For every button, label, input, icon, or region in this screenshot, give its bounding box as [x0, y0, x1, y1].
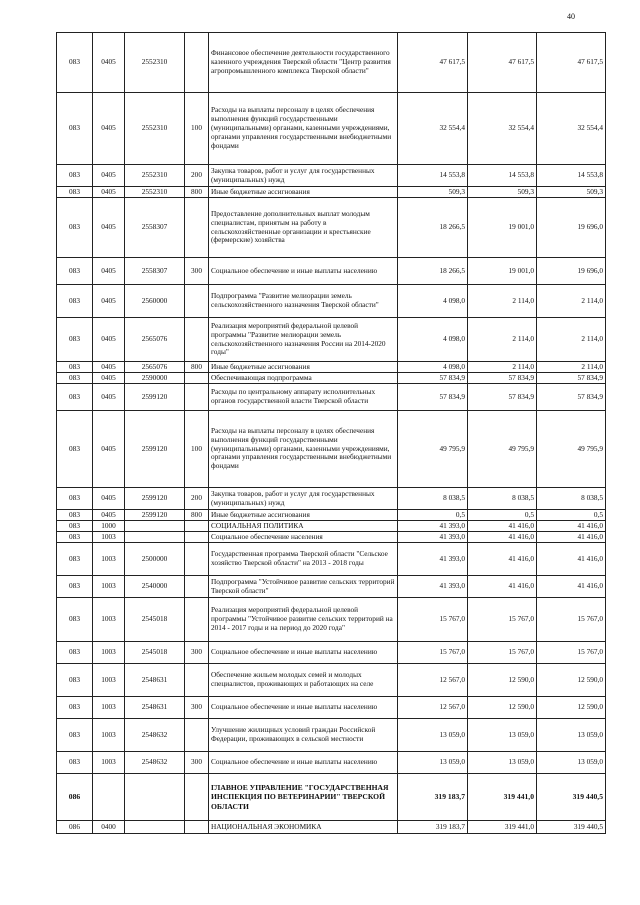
- target-article-cell: 2545018: [125, 598, 185, 642]
- name-cell: Подпрограмма "Устойчивое развитие сельских территорий Тверской области": [209, 576, 398, 598]
- section-code-cell: 1003: [93, 719, 125, 752]
- table-row: [57, 285, 606, 318]
- amount-year3-cell: 32 554,4: [537, 93, 606, 165]
- section-code-cell: 0405: [93, 258, 125, 285]
- amount-year3-cell: 2 114,0: [537, 362, 606, 373]
- target-article-cell: 2540000: [125, 576, 185, 598]
- target-article-cell: 2500000: [125, 543, 185, 576]
- amount-year1-cell: 18 266,5: [398, 198, 468, 258]
- table-row: [57, 373, 606, 384]
- name-cell: Реализация мероприятий федеральной целевой программы "Развитие мелиорации земель сельскохозяйственного назначения России на 2014-2020 годы": [209, 318, 398, 362]
- amount-year3-cell: 12 590,0: [537, 697, 606, 719]
- amount-year3-cell: 15 767,0: [537, 598, 606, 642]
- expense-type-cell: 800: [185, 510, 209, 521]
- amount-year1-cell: 41 393,0: [398, 576, 468, 598]
- amount-year2-cell: 41 416,0: [468, 521, 537, 532]
- section-code-cell: 0405: [93, 93, 125, 165]
- ved-cell: 083: [57, 411, 93, 488]
- expense-type-cell: [185, 285, 209, 318]
- target-article-cell: 2558307: [125, 258, 185, 285]
- table-row: [57, 719, 606, 752]
- name-cell: Расходы по центральному аппарату исполнительных органов государственной власти Тверской области: [209, 384, 398, 411]
- amount-year3-cell: 13 059,0: [537, 719, 606, 752]
- ved-cell: 083: [57, 598, 93, 642]
- target-article-cell: 2590000: [125, 373, 185, 384]
- expense-type-cell: 800: [185, 362, 209, 373]
- amount-year2-cell: 32 554,4: [468, 93, 537, 165]
- amount-year2-cell: 8 038,5: [468, 488, 537, 510]
- table-row: [57, 258, 606, 285]
- table-row: [57, 488, 606, 510]
- page-number: 40: [567, 12, 575, 21]
- amount-year1-cell: 49 795,9: [398, 411, 468, 488]
- table-row: [57, 664, 606, 697]
- amount-year2-cell: 319 441,0: [468, 821, 537, 834]
- target-article-cell: 2552310: [125, 187, 185, 198]
- amount-year3-cell: 49 795,9: [537, 411, 606, 488]
- amount-year3-cell: 41 416,0: [537, 576, 606, 598]
- section-code-cell: 0405: [93, 187, 125, 198]
- amount-year2-cell: 57 834,9: [468, 384, 537, 411]
- table-row: [57, 362, 606, 373]
- name-cell: ГЛАВНОЕ УПРАВЛЕНИЕ "ГОСУДАРСТВЕННАЯ ИНСПЕКЦИЯ ПО ВЕТЕРИНАРИИ" ТВЕРСКОЙ ОБЛАСТИ: [209, 774, 398, 821]
- section-code-cell: 1003: [93, 576, 125, 598]
- amount-year3-cell: 509,3: [537, 187, 606, 198]
- section-code-cell: 0405: [93, 362, 125, 373]
- section-code-cell: 0405: [93, 198, 125, 258]
- target-article-cell: 2558307: [125, 198, 185, 258]
- section-code-cell: 1003: [93, 752, 125, 774]
- table-row: [57, 821, 606, 834]
- expense-type-cell: [185, 576, 209, 598]
- amount-year1-cell: 13 059,0: [398, 752, 468, 774]
- table-row: [57, 642, 606, 664]
- name-cell: Улучшение жилищных условий граждан Российской Федерации, проживающих в сельской местности: [209, 719, 398, 752]
- target-article-cell: 2548632: [125, 752, 185, 774]
- expense-type-cell: 300: [185, 697, 209, 719]
- ved-cell: 083: [57, 543, 93, 576]
- name-cell: Государственная программа Тверской области "Сельское хозяйство Тверской области" на 2013 - 2018 годы: [209, 543, 398, 576]
- expense-type-cell: 300: [185, 752, 209, 774]
- table-row: [57, 576, 606, 598]
- table-row: [57, 521, 606, 532]
- amount-year3-cell: 41 416,0: [537, 532, 606, 543]
- target-article-cell: [125, 532, 185, 543]
- amount-year2-cell: 0,5: [468, 510, 537, 521]
- ved-cell: 083: [57, 258, 93, 285]
- amount-year3-cell: 47 617,5: [537, 33, 606, 93]
- ved-cell: 083: [57, 664, 93, 697]
- amount-year3-cell: 57 834,9: [537, 373, 606, 384]
- table-row: [57, 752, 606, 774]
- section-code-cell: 1003: [93, 532, 125, 543]
- amount-year3-cell: 12 590,0: [537, 664, 606, 697]
- amount-year2-cell: 49 795,9: [468, 411, 537, 488]
- target-article-cell: 2565076: [125, 362, 185, 373]
- ved-cell: 083: [57, 165, 93, 187]
- amount-year1-cell: 13 059,0: [398, 719, 468, 752]
- table-row: [57, 384, 606, 411]
- amount-year1-cell: 57 834,9: [398, 384, 468, 411]
- amount-year1-cell: 47 617,5: [398, 33, 468, 93]
- name-cell: Обеспечение жильем молодых семей и молодых специалистов, проживающих и работающих на селе: [209, 664, 398, 697]
- expense-type-cell: [185, 33, 209, 93]
- ved-cell: 083: [57, 384, 93, 411]
- section-code-cell: 0405: [93, 488, 125, 510]
- expense-type-cell: 300: [185, 642, 209, 664]
- expense-type-cell: [185, 774, 209, 821]
- amount-year2-cell: 57 834,9: [468, 373, 537, 384]
- table-row: [57, 33, 606, 93]
- amount-year2-cell: 19 001,0: [468, 258, 537, 285]
- table-row: [57, 543, 606, 576]
- amount-year2-cell: 319 441,0: [468, 774, 537, 821]
- table-row: [57, 165, 606, 187]
- name-cell: Социальное обеспечение населения: [209, 532, 398, 543]
- expense-type-cell: 200: [185, 165, 209, 187]
- amount-year2-cell: 13 059,0: [468, 719, 537, 752]
- table-row: [57, 93, 606, 165]
- amount-year3-cell: 13 059,0: [537, 752, 606, 774]
- amount-year1-cell: 32 554,4: [398, 93, 468, 165]
- expense-type-cell: [185, 384, 209, 411]
- expense-type-cell: [185, 821, 209, 834]
- expense-type-cell: [185, 318, 209, 362]
- expense-type-cell: 100: [185, 411, 209, 488]
- target-article-cell: 2565076: [125, 318, 185, 362]
- section-code-cell: 0405: [93, 33, 125, 93]
- name-cell: Социальное обеспечение и иные выплаты населению: [209, 697, 398, 719]
- amount-year2-cell: 13 059,0: [468, 752, 537, 774]
- amount-year1-cell: 319 183,7: [398, 821, 468, 834]
- amount-year3-cell: 41 416,0: [537, 543, 606, 576]
- expense-type-cell: [185, 373, 209, 384]
- expense-type-cell: [185, 664, 209, 697]
- expense-type-cell: [185, 198, 209, 258]
- amount-year2-cell: 14 553,8: [468, 165, 537, 187]
- table-row: [57, 318, 606, 362]
- target-article-cell: [125, 774, 185, 821]
- ved-cell: 083: [57, 318, 93, 362]
- budget-table: [56, 32, 606, 834]
- name-cell: Расходы на выплаты персоналу в целях обеспечения выполнения функций государственными (муниципальными) органами, казенными учреждениями, органами управления государственными внебюджетными фондами: [209, 411, 398, 488]
- table-row: [57, 774, 606, 821]
- target-article-cell: 2545018: [125, 642, 185, 664]
- section-code-cell: 0405: [93, 384, 125, 411]
- amount-year1-cell: 4 098,0: [398, 318, 468, 362]
- section-code-cell: 0405: [93, 318, 125, 362]
- ved-cell: 083: [57, 697, 93, 719]
- target-article-cell: 2552310: [125, 165, 185, 187]
- ved-cell: 083: [57, 521, 93, 532]
- target-article-cell: 2599120: [125, 411, 185, 488]
- section-code-cell: 0400: [93, 821, 125, 834]
- section-code-cell: 1000: [93, 521, 125, 532]
- amount-year3-cell: 14 553,8: [537, 165, 606, 187]
- table-row: [57, 510, 606, 521]
- section-code-cell: 0405: [93, 373, 125, 384]
- ved-cell: 083: [57, 510, 93, 521]
- table-row: [57, 198, 606, 258]
- amount-year3-cell: 15 767,0: [537, 642, 606, 664]
- amount-year3-cell: 41 416,0: [537, 521, 606, 532]
- name-cell: Социальное обеспечение и иные выплаты населению: [209, 642, 398, 664]
- ved-cell: 083: [57, 576, 93, 598]
- name-cell: Социальное обеспечение и иные выплаты населению: [209, 752, 398, 774]
- section-code-cell: 0405: [93, 165, 125, 187]
- section-code-cell: 1003: [93, 697, 125, 719]
- amount-year2-cell: 12 590,0: [468, 664, 537, 697]
- amount-year1-cell: 41 393,0: [398, 532, 468, 543]
- amount-year1-cell: 4 098,0: [398, 362, 468, 373]
- target-article-cell: 2599120: [125, 510, 185, 521]
- target-article-cell: [125, 521, 185, 532]
- section-code-cell: 1003: [93, 543, 125, 576]
- target-article-cell: 2552310: [125, 93, 185, 165]
- section-code-cell: 0405: [93, 285, 125, 318]
- amount-year2-cell: 2 114,0: [468, 318, 537, 362]
- target-article-cell: 2560000: [125, 285, 185, 318]
- name-cell: Расходы на выплаты персоналу в целях обеспечения выполнения функций государственными (муниципальными) органами, казенными учреждениями, органами управления государственными внебюджетными фондами: [209, 93, 398, 165]
- ved-cell: 083: [57, 285, 93, 318]
- amount-year1-cell: 41 393,0: [398, 521, 468, 532]
- amount-year2-cell: 2 114,0: [468, 362, 537, 373]
- amount-year1-cell: 8 038,5: [398, 488, 468, 510]
- ved-cell: 083: [57, 362, 93, 373]
- ved-cell: 083: [57, 33, 93, 93]
- ved-cell: 086: [57, 821, 93, 834]
- name-cell: Обеспечивающая подпрограмма: [209, 373, 398, 384]
- ved-cell: 083: [57, 198, 93, 258]
- amount-year1-cell: 4 098,0: [398, 285, 468, 318]
- amount-year3-cell: 19 696,0: [537, 198, 606, 258]
- amount-year1-cell: 18 266,5: [398, 258, 468, 285]
- name-cell: Иные бюджетные ассигнования: [209, 510, 398, 521]
- amount-year2-cell: 19 001,0: [468, 198, 537, 258]
- name-cell: Предоставление дополнительных выплат молодым специалистам, принятым на работу в сельскохозяйственные организации и крестьянские (фермерские) хозяйства: [209, 198, 398, 258]
- amount-year1-cell: 57 834,9: [398, 373, 468, 384]
- amount-year2-cell: 12 590,0: [468, 697, 537, 719]
- target-article-cell: 2548632: [125, 719, 185, 752]
- amount-year3-cell: 319 440,5: [537, 774, 606, 821]
- table-row: [57, 532, 606, 543]
- name-cell: Социальное обеспечение и иные выплаты населению: [209, 258, 398, 285]
- name-cell: Закупка товаров, работ и услуг для государственных (муниципальных) нужд: [209, 488, 398, 510]
- amount-year3-cell: 2 114,0: [537, 318, 606, 362]
- ved-cell: 083: [57, 373, 93, 384]
- amount-year3-cell: 2 114,0: [537, 285, 606, 318]
- amount-year3-cell: 19 696,0: [537, 258, 606, 285]
- amount-year2-cell: 41 416,0: [468, 543, 537, 576]
- expense-type-cell: 800: [185, 187, 209, 198]
- amount-year2-cell: 2 114,0: [468, 285, 537, 318]
- expense-type-cell: 100: [185, 93, 209, 165]
- table-row: [57, 697, 606, 719]
- target-article-cell: 2548631: [125, 664, 185, 697]
- amount-year3-cell: 57 834,9: [537, 384, 606, 411]
- amount-year1-cell: 15 767,0: [398, 642, 468, 664]
- ved-cell: 083: [57, 488, 93, 510]
- expense-type-cell: [185, 521, 209, 532]
- section-code-cell: 1003: [93, 598, 125, 642]
- ved-cell: 086: [57, 774, 93, 821]
- ved-cell: 083: [57, 532, 93, 543]
- amount-year1-cell: 14 553,8: [398, 165, 468, 187]
- amount-year1-cell: 41 393,0: [398, 543, 468, 576]
- amount-year1-cell: 0,5: [398, 510, 468, 521]
- ved-cell: 083: [57, 93, 93, 165]
- amount-year1-cell: 509,3: [398, 187, 468, 198]
- amount-year2-cell: 15 767,0: [468, 598, 537, 642]
- expense-type-cell: [185, 543, 209, 576]
- section-code-cell: 0405: [93, 510, 125, 521]
- table-row: [57, 187, 606, 198]
- amount-year2-cell: 15 767,0: [468, 642, 537, 664]
- amount-year1-cell: 319 183,7: [398, 774, 468, 821]
- table-row: [57, 411, 606, 488]
- expense-type-cell: 300: [185, 258, 209, 285]
- section-code-cell: [93, 774, 125, 821]
- amount-year1-cell: 12 567,0: [398, 697, 468, 719]
- name-cell: Иные бюджетные ассигнования: [209, 362, 398, 373]
- target-article-cell: 2552310: [125, 33, 185, 93]
- name-cell: Подпрограмма "Развитие мелиорации земель сельскохозяйственного назначения Тверской области": [209, 285, 398, 318]
- table-row: [57, 598, 606, 642]
- target-article-cell: [125, 821, 185, 834]
- amount-year2-cell: 47 617,5: [468, 33, 537, 93]
- ved-cell: 083: [57, 187, 93, 198]
- name-cell: СОЦИАЛЬНАЯ ПОЛИТИКА: [209, 521, 398, 532]
- ved-cell: 083: [57, 642, 93, 664]
- section-code-cell: 1003: [93, 642, 125, 664]
- amount-year3-cell: 319 440,5: [537, 821, 606, 834]
- section-code-cell: 1003: [93, 664, 125, 697]
- expense-type-cell: [185, 719, 209, 752]
- target-article-cell: 2548631: [125, 697, 185, 719]
- ved-cell: 083: [57, 719, 93, 752]
- target-article-cell: 2599120: [125, 384, 185, 411]
- amount-year2-cell: 41 416,0: [468, 576, 537, 598]
- expense-type-cell: 200: [185, 488, 209, 510]
- expense-type-cell: [185, 532, 209, 543]
- name-cell: НАЦИОНАЛЬНАЯ ЭКОНОМИКА: [209, 821, 398, 834]
- amount-year2-cell: 509,3: [468, 187, 537, 198]
- amount-year1-cell: 12 567,0: [398, 664, 468, 697]
- ved-cell: 083: [57, 752, 93, 774]
- amount-year3-cell: 8 038,5: [537, 488, 606, 510]
- name-cell: Финансовое обеспечение деятельности государственного казенного учреждения Тверской области "Центр развития агропромышленного комплекса Тверской области": [209, 33, 398, 93]
- target-article-cell: 2599120: [125, 488, 185, 510]
- section-code-cell: 0405: [93, 411, 125, 488]
- amount-year3-cell: 0,5: [537, 510, 606, 521]
- name-cell: Реализация мероприятий федеральной целевой программы "Устойчивое развитие сельских территорий на 2014 - 2017 годы и на период до 2020 года": [209, 598, 398, 642]
- amount-year1-cell: 15 767,0: [398, 598, 468, 642]
- name-cell: Закупка товаров, работ и услуг для государственных (муниципальных) нужд: [209, 165, 398, 187]
- name-cell: Иные бюджетные ассигнования: [209, 187, 398, 198]
- amount-year2-cell: 41 416,0: [468, 532, 537, 543]
- expense-type-cell: [185, 598, 209, 642]
